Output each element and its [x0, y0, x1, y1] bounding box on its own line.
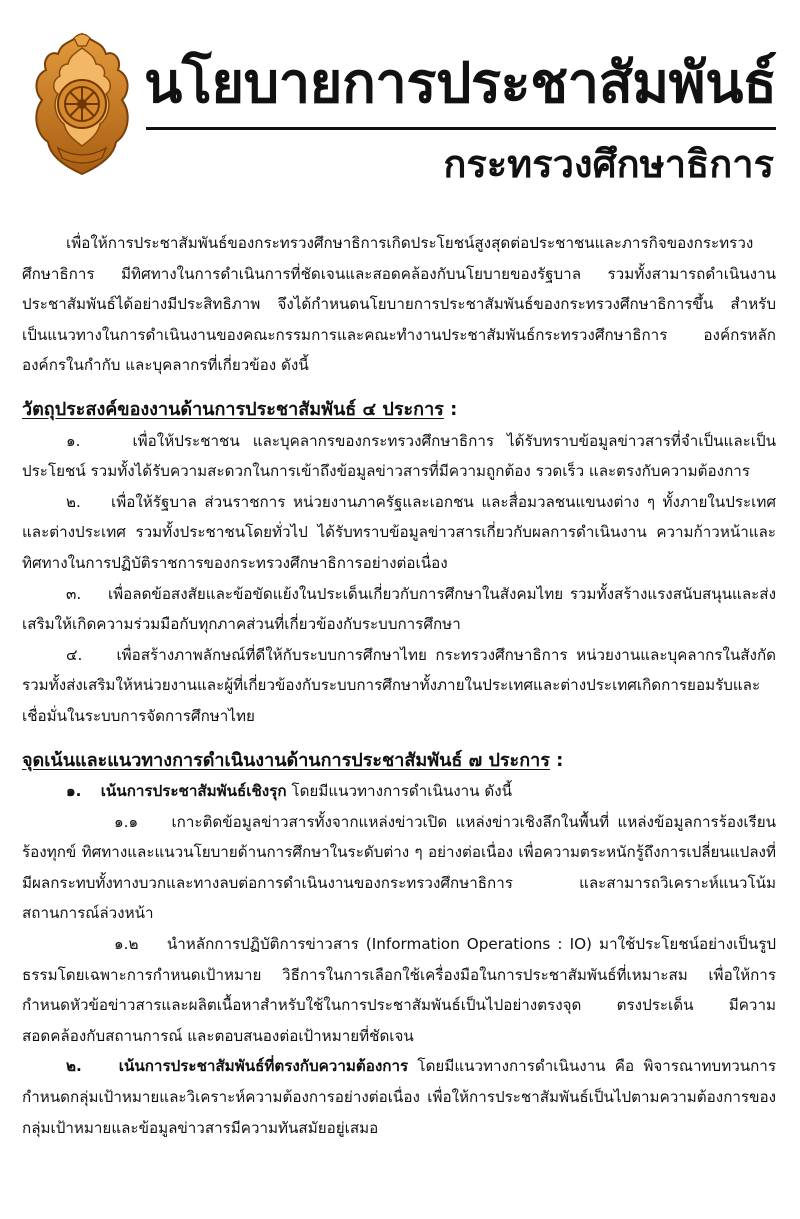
focus-title: เน้นการประชาสัมพันธ์ที่ตรงกับความต้องการ [118, 1057, 409, 1076]
focus-sub-number: ๑.๒ [114, 935, 139, 954]
objectives-heading-line [22, 395, 776, 426]
objective-text: เพื่อให้ประชาชน และบุคลากรของกระทรวงศึกษาธิการ ได้รับทราบข้อมูลข่าวสารที่จำเป็นและเป็นประโยชน์ รวมทั้งได้รับความสะดวกในการเข้าถึงข้อมูลข่าวสารที่มีความถูกต้อง รวดเร็ว และตรงกับความต้องการ [22, 431, 776, 481]
objective-number: ๑. [66, 431, 81, 450]
objective-number: ๒. [66, 492, 81, 511]
focus-item [22, 1051, 776, 1143]
spacer [22, 381, 776, 395]
objective-item [22, 640, 776, 732]
intro-paragraph: เพื่อให้การประชาสัมพันธ์ของกระทรวงศึกษาธิการเกิดประโยชน์สูงสุดต่อประชาชนและภารกิจของกระทรวงศึกษาธิการ มีทิศทางในการดำเนินการที่ชัดเจนและสอดคล้องกับนโยบายของรัฐบาล รวมทั้งสามารถดำเนินงานประชาสัมพันธ์ได้อย่างมีประสิทธิภาพ จึงได้กำหนดนโยบายการประชาสัมพันธ์ของกระทรวงศึกษาธิการขึ้น สำหรับเป็นแนวทางในการดำเนินงานของคณะกรรมการและคณะทำงานประชาสัมพันธ์กระทรวงศึกษาธิการ องค์กรหลัก องค์กรในกำกับ และบุคลากรที่เกี่ยวข้อง ดังนี้ [22, 234, 776, 375]
objective-text: เพื่อลดข้อสงสัยและข้อขัดแย้งในประเด็นเกี่ยวกับการศึกษาในสังคมไทย รวมทั้งสร้างแรงสนับสนุนและส่งเสริมให้เกิดความร่วมมือกับทุกภาคส่วนที่เกี่ยวข้องกับระบบการศึกษา [22, 584, 776, 634]
ministry-of-education-emblem-icon [28, 30, 136, 178]
objectives-heading-colon: : [443, 398, 458, 420]
spacer [22, 732, 776, 746]
objective-item [22, 487, 776, 579]
objectives-heading: วัตถุประสงค์ของงานด้านการประชาสัมพันธ์ ๔ ประการ [22, 398, 444, 420]
focus-item [22, 776, 776, 807]
document-body [22, 228, 776, 1143]
objective-item [22, 426, 776, 487]
focus-sub-number: ๑.๑ [114, 812, 139, 831]
focus-subitem [22, 929, 776, 1051]
focus-title: เน้นการประชาสัมพันธ์เชิงรุก [100, 782, 287, 801]
document-header [0, 0, 800, 205]
document-title: นโยบายการประชาสัมพันธ์ [144, 51, 777, 116]
objective-text: เพื่อสร้างภาพลักษณ์ที่ดีให้กับระบบการศึกษาไทย กระทรวงศึกษาธิการ หน่วยงานและบุคลากรในสังกัด รวมทั้งส่งเสริมให้หน่วยงานและผู้ที่เกี่ยวข้องกับระบบการศึกษาทั้งภายในประเทศและต่างประเทศเกิดการยอมรับและเชื่อมั่นในระบบการจัดการศึกษาไทย [22, 645, 777, 725]
title-divider [146, 127, 776, 130]
focus-text: โดยมีแนวทางการดำเนินงาน ดังนี้ [286, 782, 513, 801]
focus-heading-colon: : [549, 749, 564, 771]
focus-sub-text: นำหลักการปฏิบัติการข่าวสาร (Information Operations : IO) มาใช้ประโยชน์อย่างเป็นรูปธรรมโดยเฉพาะการกำหนดเป้าหมาย วิธีการในการเลือกใช้เครื่องมือในการประชาสัมพันธ์ที่เหมาะสม เพื่อให้การกำหนดหัวข้อข่าวสารและผลิตเนื้อหาสำหรับใช้ในการประชาสัมพันธ์เป็นไปอย่างตรงจุด ตรงประเด็น มีความสอดคล้องกับสถานการณ์ และตอบสนองต่อเป้าหมายที่ชัดเจน [22, 935, 776, 1045]
focus-number: ๒. [66, 1057, 82, 1076]
objective-number: ๔. [66, 645, 83, 664]
objective-item [22, 579, 776, 640]
focus-text: โดยมีแนวทางการดำเนินงาน คือ พิจารณาทบทวนการกำหนดกลุ่มเป้าหมายและวิเคราะห์ความต้องการอย่างต่อเนื่อง เพื่อให้การประชาสัมพันธ์เป็นไปตามความต้องการของกลุ่มเป้าหมายและข้อมูลข่าวสารมีความทันสมัยอยู่เสมอ [22, 1057, 776, 1137]
focus-heading-line [22, 746, 776, 777]
focus-number: ๑. [66, 782, 82, 801]
objective-text: เพื่อให้รัฐบาล ส่วนราชการ หน่วยงานภาครัฐและเอกชน และสื่อมวลชนแขนงต่าง ๆ ทั้งภายในประเทศและต่างประเทศ รวมทั้งประชาชนโดยทั่วไป ได้รับทราบข้อมูลข่าวสารเกี่ยวกับผลการดำเนินงาน ความก้าวหน้าและทิศทางในการปฏิบัติราชการของกระทรวงศึกษาธิการอย่างต่อเนื่อง [22, 492, 776, 572]
focus-sub-text: เกาะติดข้อมูลข่าวสารทั้งจากแหล่งข่าวเปิด แหล่งข่าวเชิงลึกในพื้นที่ แหล่งข้อมูลการร้องเรียนร้องทุกข์ ทิศทางและแนวนโยบายด้านการศึกษาในระดับต่าง ๆ อย่างต่อเนื่อง เพื่อความตระหนักรู้ถึงการเปลี่ยนแปลงที่มีผลกระทบทั้งทางบวกและทางลบต่อการดำเนินงานของกระทรวงศึกษาธิการ และสามารถวิเคราะห์แนวโน้มสถานการณ์ล่วงหน้า [22, 812, 776, 923]
focus-heading: จุดเน้นและแนวทางการดำเนินงานด้านการประชาสัมพันธ์ ๗ ประการ [22, 749, 550, 771]
document-subtitle: กระทรวงศึกษาธิการ [443, 142, 774, 186]
objective-number: ๓. [66, 584, 82, 603]
focus-subitem [22, 807, 776, 929]
